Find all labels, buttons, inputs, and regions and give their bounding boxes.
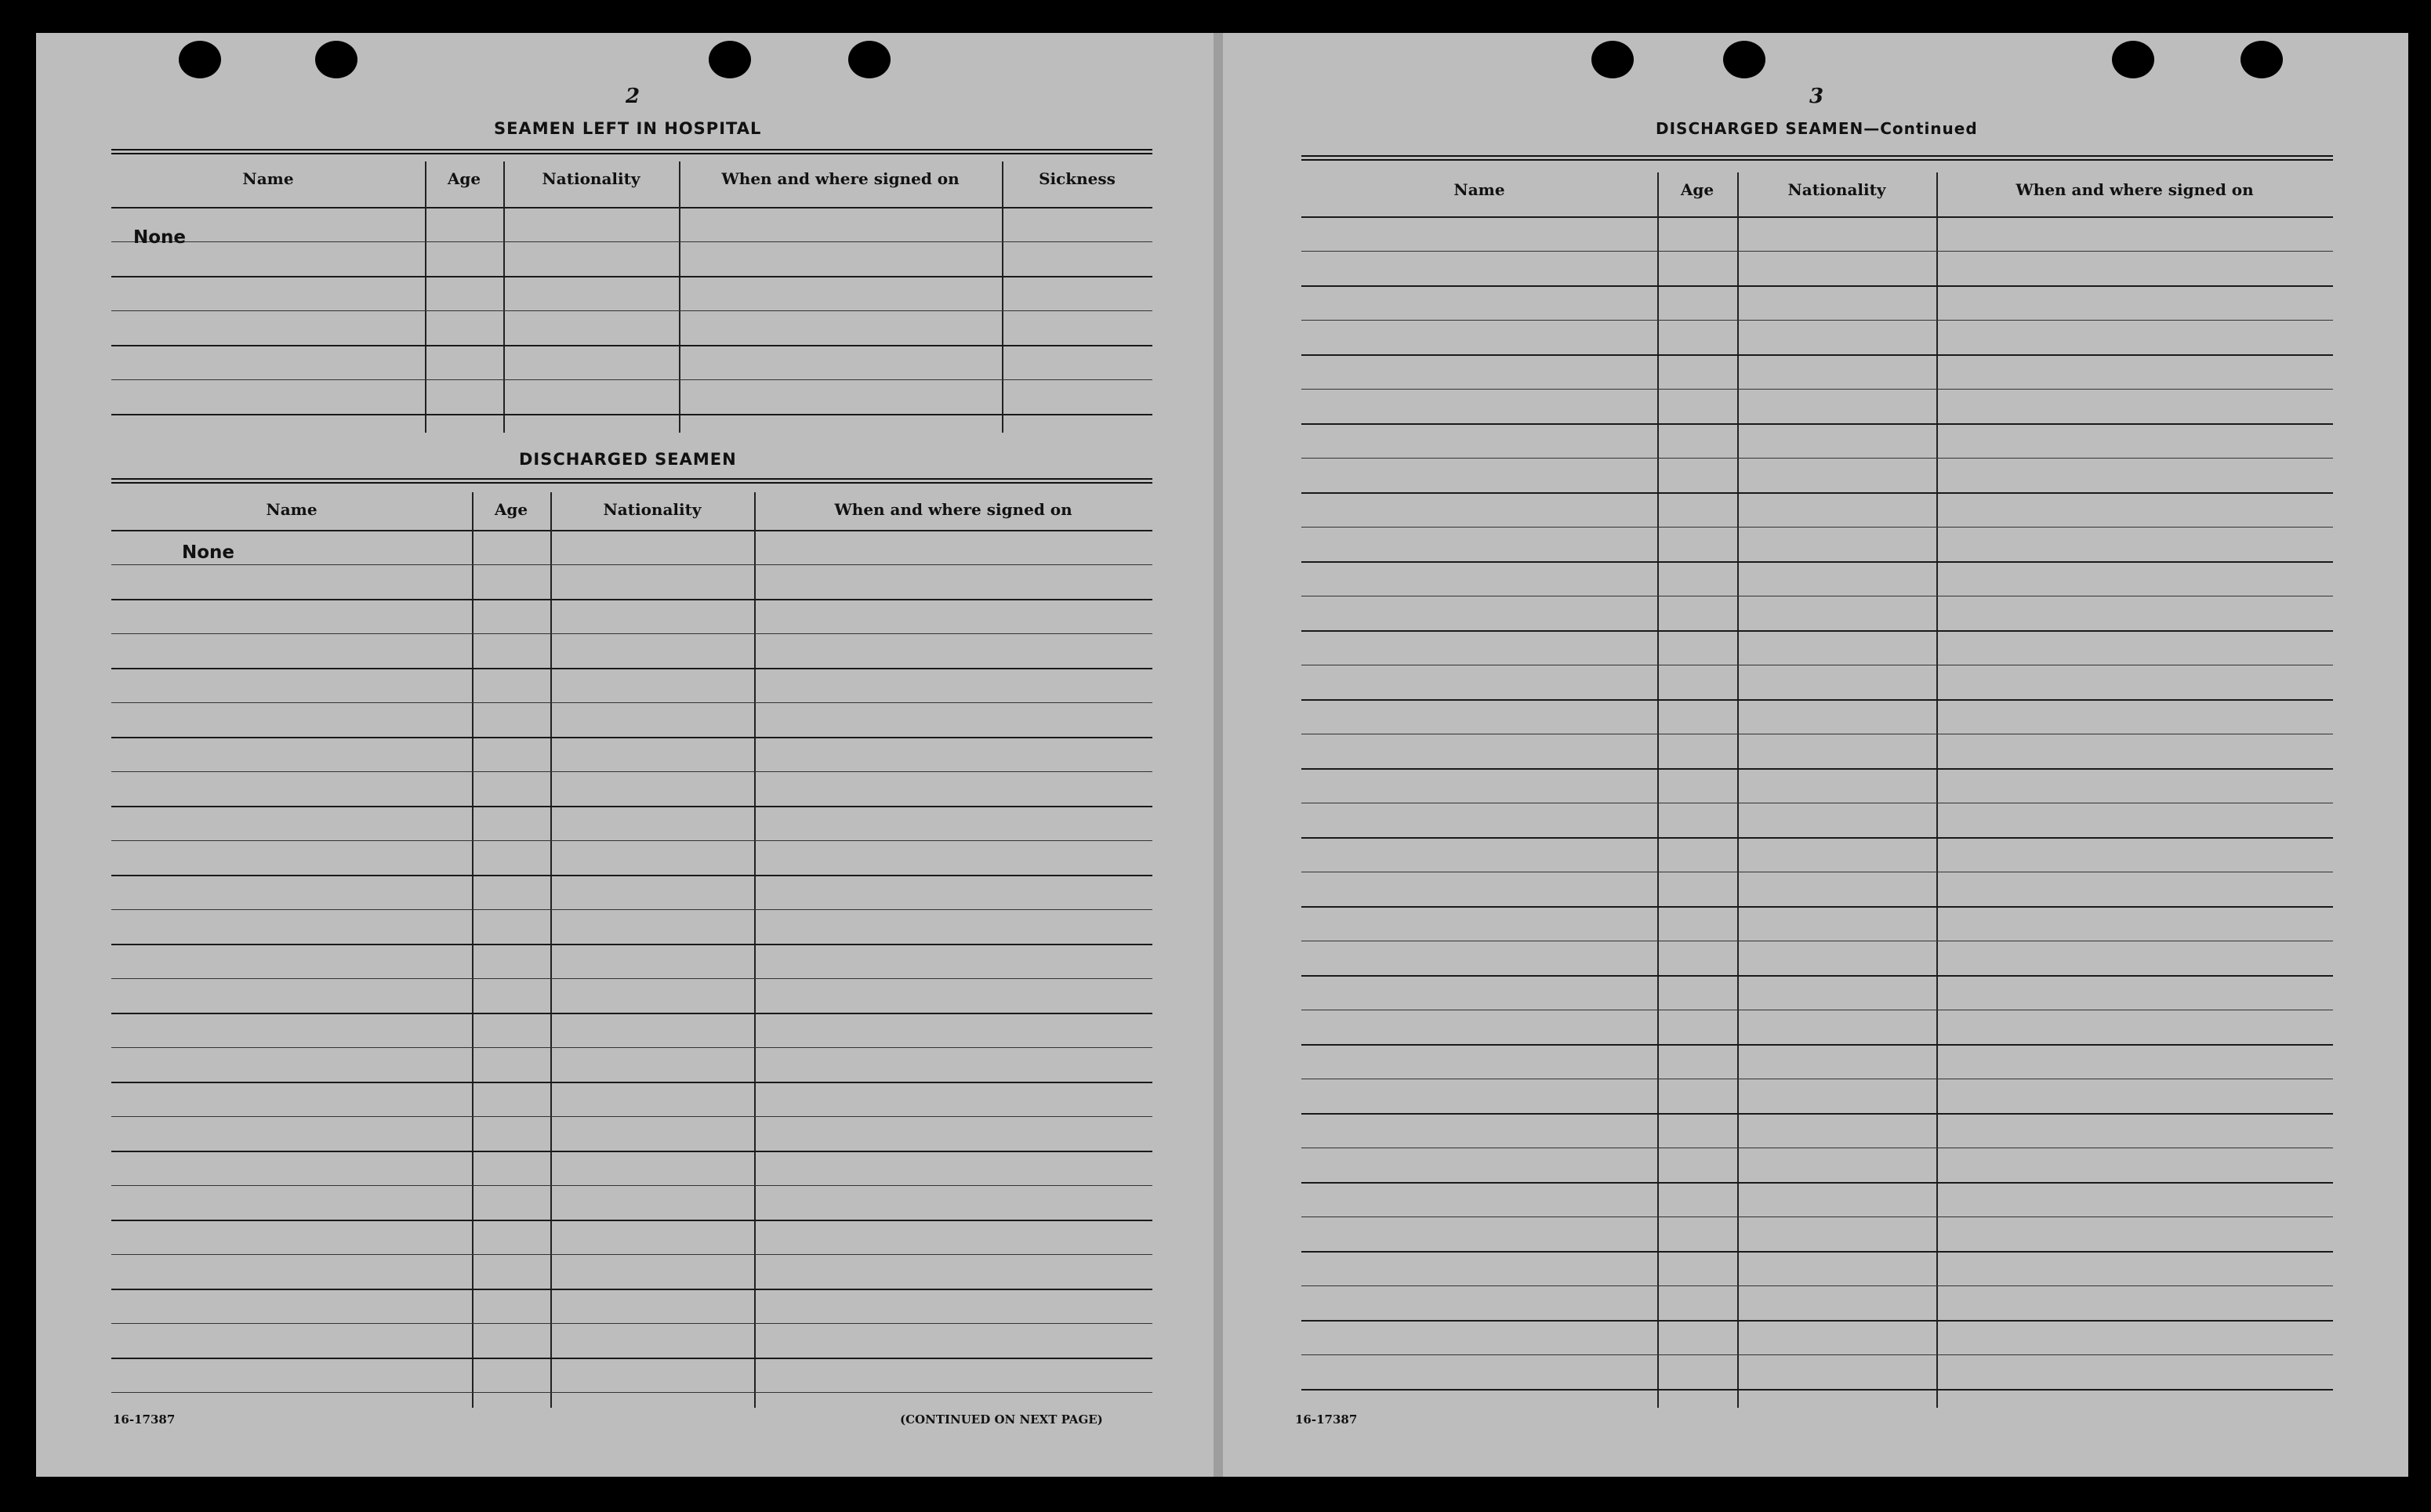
row-rule: [111, 668, 1152, 669]
row-rule: [1301, 1182, 2333, 1184]
header-rule: [1301, 216, 2333, 218]
row-rule: [111, 840, 1152, 841]
row-rule: [111, 276, 1152, 277]
header-rule: [111, 530, 1152, 531]
column-header-name: Name: [266, 500, 317, 519]
row-rule: [1301, 1354, 2333, 1355]
row-rule: [1301, 768, 2333, 770]
row-rule: [111, 702, 1152, 703]
row-rule: [1301, 320, 2333, 321]
binder-hole: [1591, 41, 1634, 78]
row-rule: [1301, 1389, 2333, 1391]
row-rule: [111, 1116, 1152, 1117]
row-rule: [111, 1082, 1152, 1083]
left-page: [36, 33, 1214, 1477]
binder-hole: [2241, 41, 2283, 78]
column-divider: [679, 161, 680, 433]
hospital-section-title: SEAMEN LEFT IN HOSPITAL: [494, 119, 762, 138]
discharged-entry: None: [182, 542, 235, 563]
page-fold: [1214, 33, 1223, 1477]
column-header-age: Age: [1680, 180, 1714, 199]
row-rule: [1301, 285, 2333, 287]
row-rule: [111, 1323, 1152, 1324]
column-divider: [550, 492, 552, 1408]
column-header-sickness: Sickness: [1039, 169, 1116, 188]
column-header-nationality: Nationality: [603, 500, 702, 519]
row-rule: [1301, 1044, 2333, 1046]
header-rule: [111, 207, 1152, 208]
page-number: 2: [626, 85, 640, 108]
column-header-nationality: Nationality: [1787, 180, 1886, 199]
binder-hole: [848, 41, 891, 78]
row-rule: [111, 771, 1152, 772]
double-rule: [1301, 155, 2333, 161]
column-header-signed-on: When and where signed on: [721, 169, 960, 188]
page-number: 3: [1809, 85, 1824, 108]
row-rule: [111, 944, 1152, 945]
column-header-age: Age: [447, 169, 481, 188]
column-divider: [754, 492, 756, 1408]
row-rule: [111, 978, 1152, 979]
row-rule: [111, 1220, 1152, 1221]
row-rule: [1301, 1216, 2333, 1217]
row-rule: [1301, 492, 2333, 494]
discharged-section-title: DISCHARGED SEAMEN: [519, 450, 737, 469]
row-rule: [111, 806, 1152, 807]
double-rule: [111, 478, 1152, 484]
column-divider: [1657, 172, 1659, 1408]
row-rule: [111, 1185, 1152, 1186]
row-rule: [111, 1392, 1152, 1393]
binder-hole: [1723, 41, 1765, 78]
row-rule: [1301, 1113, 2333, 1115]
column-header-name: Name: [1453, 180, 1505, 199]
row-rule: [111, 1358, 1152, 1359]
column-header-name: Name: [242, 169, 294, 188]
row-rule: [1301, 561, 2333, 563]
column-header-age: Age: [494, 500, 528, 519]
row-rule: [1301, 458, 2333, 459]
row-rule: [111, 1013, 1152, 1014]
row-rule: [111, 1047, 1152, 1048]
row-rule: [1301, 389, 2333, 390]
row-rule: [1301, 527, 2333, 528]
row-rule: [111, 599, 1152, 600]
row-rule: [111, 379, 1152, 380]
column-divider: [1002, 161, 1003, 433]
row-rule: [1301, 1285, 2333, 1286]
continued-note: (CONTINUED ON NEXT PAGE): [900, 1412, 1103, 1427]
row-rule: [111, 310, 1152, 311]
hospital-entry: None: [133, 227, 187, 248]
row-rule: [111, 737, 1152, 738]
row-rule: [111, 633, 1152, 634]
form-number: 16-17387: [113, 1412, 176, 1427]
row-rule: [111, 875, 1152, 876]
binder-hole: [315, 41, 357, 78]
column-header-nationality: Nationality: [542, 169, 640, 188]
row-rule: [111, 345, 1152, 346]
binder-hole: [179, 41, 221, 78]
row-rule: [111, 241, 1152, 242]
row-rule: [1301, 423, 2333, 425]
row-rule: [1301, 975, 2333, 977]
double-rule: [111, 149, 1152, 154]
binder-hole: [709, 41, 751, 78]
row-rule: [1301, 1251, 2333, 1253]
row-rule: [1301, 906, 2333, 908]
row-rule: [111, 1289, 1152, 1290]
row-rule: [111, 564, 1152, 565]
form-number: 16-17387: [1295, 1412, 1358, 1427]
row-rule: [111, 909, 1152, 910]
row-rule: [111, 1254, 1152, 1255]
binder-hole: [2112, 41, 2154, 78]
row-rule: [111, 414, 1152, 415]
column-header-signed-on: When and where signed on: [834, 500, 1072, 519]
right-page: [1223, 33, 2408, 1477]
continued-section-title: DISCHARGED SEAMEN—Continued: [1656, 119, 1978, 138]
row-rule: [1301, 1320, 2333, 1322]
column-divider: [503, 161, 505, 433]
row-rule: [1301, 699, 2333, 701]
column-divider: [1737, 172, 1739, 1408]
column-header-signed-on: When and where signed on: [2016, 180, 2254, 199]
column-divider: [1936, 172, 1938, 1408]
row-rule: [111, 1151, 1152, 1152]
row-rule: [1301, 251, 2333, 252]
row-rule: [1301, 837, 2333, 839]
column-divider: [472, 492, 474, 1408]
row-rule: [1301, 354, 2333, 356]
row-rule: [1301, 630, 2333, 632]
column-divider: [425, 161, 426, 433]
